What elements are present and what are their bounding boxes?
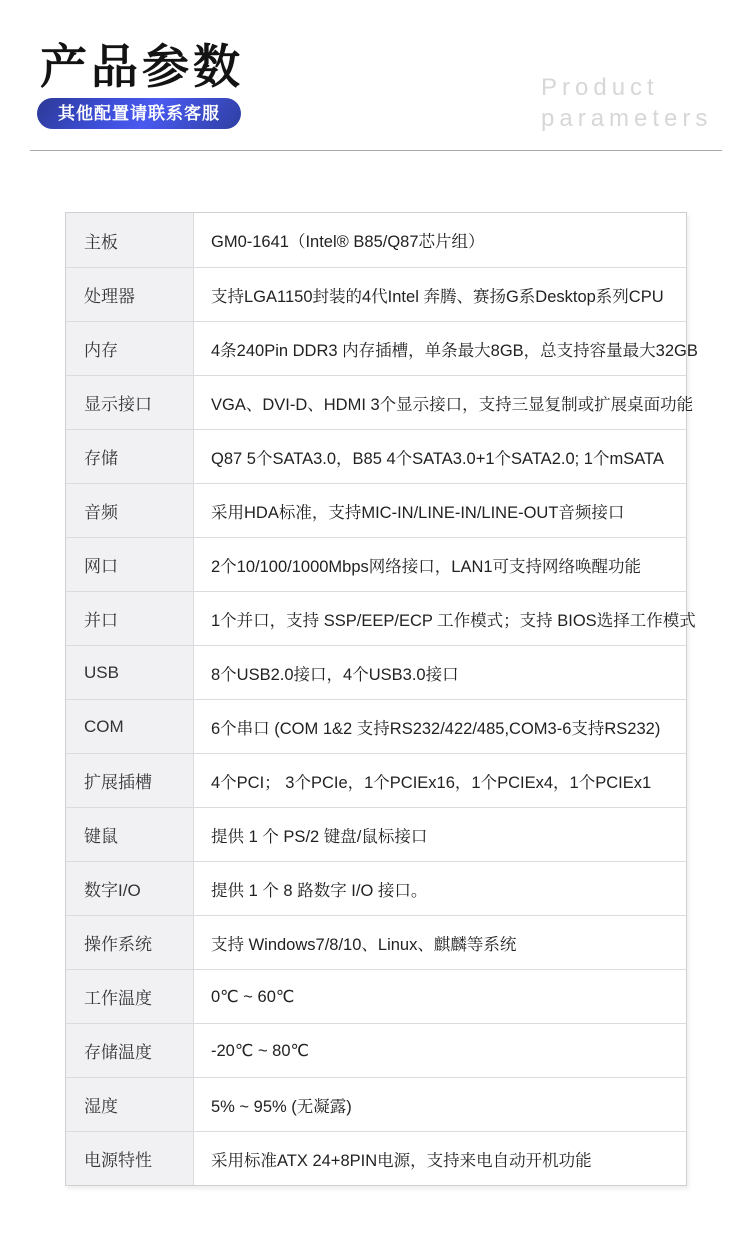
table-row xyxy=(66,645,686,699)
spec-label: COM xyxy=(66,700,194,753)
spec-value: 支持 Windows7/8/10、Linux、麒麟等系统 xyxy=(211,935,517,954)
table-row xyxy=(66,1131,686,1185)
subtitle-line-2: parameters xyxy=(541,105,713,132)
spec-label: 湿度 xyxy=(66,1078,194,1131)
spec-label: 操作系统 xyxy=(66,916,194,969)
spec-value: 提供 1 个 PS/2 键盘/鼠标接口 xyxy=(211,827,428,846)
spec-label: 存储温度 xyxy=(66,1024,194,1077)
spec-value: 1个并口，支持 SSP/EEP/ECP 工作模式；支持 BIOS选择工作模式 xyxy=(211,611,696,630)
spec-label: 并口 xyxy=(66,592,194,645)
table-row xyxy=(66,1023,686,1077)
spec-value: VGA、DVI-D、HDMI 3个显示接口，支持三显复制或扩展桌面功能 xyxy=(211,395,694,414)
subtitle-line-1: Product xyxy=(541,74,659,101)
table-row xyxy=(66,267,686,321)
spec-label: 扩展插槽 xyxy=(66,754,194,807)
spec-label: 键鼠 xyxy=(66,808,194,861)
table-row xyxy=(66,1077,686,1131)
spec-value: GM0-1641（Intel® B85/Q87芯片组） xyxy=(211,233,485,251)
table-row xyxy=(66,753,686,807)
table-row xyxy=(66,861,686,915)
spec-label: 处理器 xyxy=(66,268,194,321)
table-row xyxy=(66,807,686,861)
spec-value: 提供 1 个 8 路数字 I/O 接口。 xyxy=(211,881,428,900)
table-row xyxy=(66,915,686,969)
spec-value: 6个串口 (COM 1&2 支持RS232/422/485,COM3-6支持RS232) xyxy=(211,719,661,738)
table-row xyxy=(66,321,698,375)
spec-label: 数字I/O xyxy=(66,862,194,915)
table-row xyxy=(66,591,696,645)
spec-label: 网口 xyxy=(66,538,194,591)
spec-value: 0℃ ~ 60℃ xyxy=(211,987,295,1006)
page-title: 产品参数 xyxy=(40,40,244,93)
spec-label: 工作温度 xyxy=(66,970,194,1023)
spec-value: Q87 5个SATA3.0，B85 4个SATA3.0+1个SATA2.0; 1个mSATA xyxy=(211,449,664,468)
header-divider xyxy=(30,150,722,151)
subtitle-english xyxy=(541,72,712,134)
spec-label: 内存 xyxy=(66,322,194,375)
spec-table xyxy=(65,212,698,1186)
spec-value: 采用标准ATX 24+8PIN电源，支持来电自动开机功能 xyxy=(211,1151,592,1170)
spec-label: 主板 xyxy=(66,213,194,267)
spec-value: 4个PCI； 3个PCIe，1个PCIEx16，1个PCIEx4，1个PCIEx1 xyxy=(211,773,652,792)
contact-service-badge[interactable]: 其他配置请联系客服 xyxy=(37,98,241,129)
spec-value: 4条240Pin DDR3 内存插槽，单条最大8GB，总支持容量最大32GB xyxy=(211,341,698,360)
table-row xyxy=(66,375,694,429)
table-row xyxy=(66,483,686,537)
table-row xyxy=(66,537,686,591)
spec-label: 显示接口 xyxy=(66,376,194,429)
spec-label: 存储 xyxy=(66,430,194,483)
table-row xyxy=(66,213,686,267)
spec-value: 8个USB2.0接口，4个USB3.0接口 xyxy=(211,665,459,684)
table-row xyxy=(66,429,686,483)
spec-label: USB xyxy=(66,646,194,699)
spec-value: 支持LGA1150封装的4代Intel 奔腾、赛扬G系Desktop系列CPU xyxy=(211,287,664,306)
spec-value: 采用HDA标准，支持MIC-IN/LINE-IN/LINE-OUT音频接口 xyxy=(211,503,625,522)
table-row xyxy=(66,699,686,753)
spec-value: 2个10/100/1000Mbps网络接口，LAN1可支持网络唤醒功能 xyxy=(211,557,642,576)
spec-label: 电源特性 xyxy=(66,1132,194,1185)
spec-label: 音频 xyxy=(66,484,194,537)
spec-value: -20℃ ~ 80℃ xyxy=(211,1041,310,1060)
spec-value: 5% ~ 95% (无凝露) xyxy=(211,1097,352,1116)
table-row xyxy=(66,969,686,1023)
